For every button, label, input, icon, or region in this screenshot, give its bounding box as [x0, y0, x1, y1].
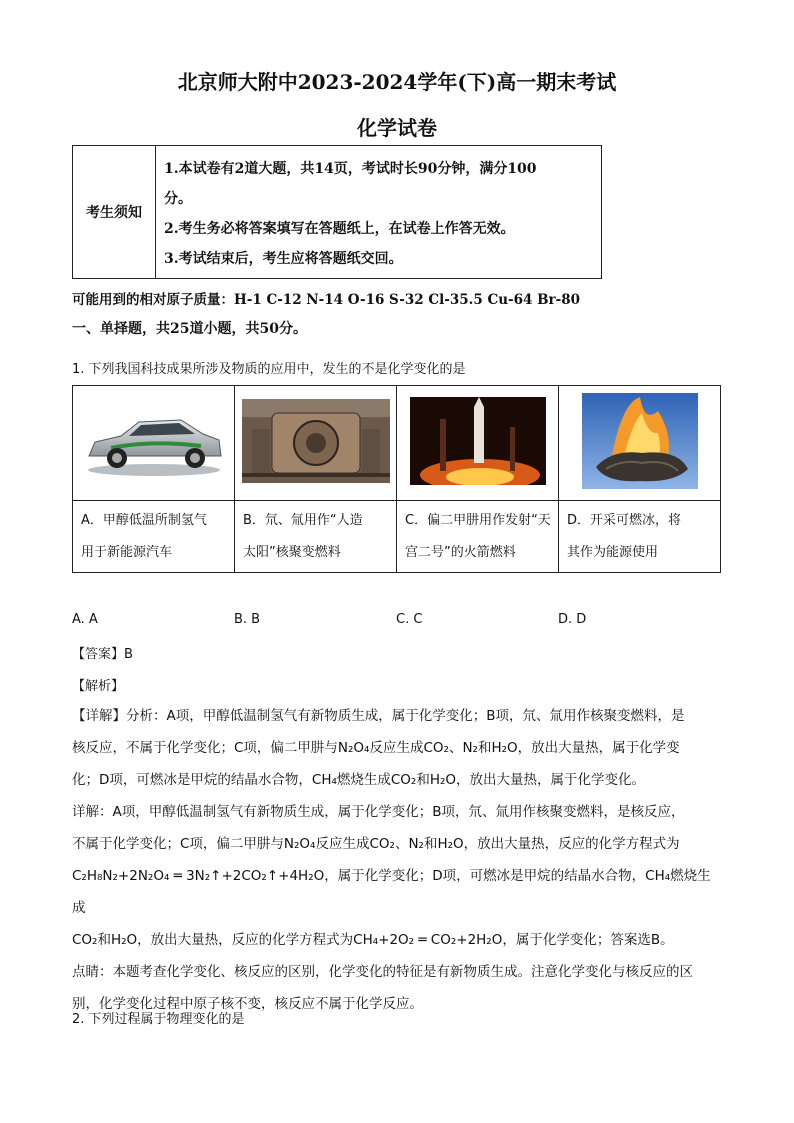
section-heading: 一、单择题，共25道小题，共50分。	[72, 321, 307, 337]
option-a-text	[73, 501, 235, 573]
explanation-line: 核反应，不属于化学变化；C项，偏二甲肼与N₂O₄反应生成CO₂、N₂和H₂O，放出大量热，属于化学变	[72, 740, 680, 756]
option-d-line-1: D．开采可燃冰，将	[567, 513, 682, 528]
notice-line-3: 3.考试结束后，考生应将答题纸交回。	[164, 251, 403, 267]
notice-line-1: 1.本试卷有2道大题，共14页，考试时长90分钟，满分100	[164, 161, 537, 177]
option-b-line-2: 太阳”核聚变燃料	[243, 545, 341, 560]
notice-label: 考生须知	[73, 146, 156, 278]
notice-box	[72, 145, 602, 279]
option-d-line-2: 其作为能源使用	[567, 545, 659, 560]
explanation-line: 详解：A项，甲醇低温制氢气有新物质生成，属于化学变化；B项，氘、氚用作核聚变燃料，是核反应，	[72, 804, 685, 820]
answer-tag: 【答案】B	[72, 647, 133, 662]
option-a-image-cell	[73, 386, 235, 501]
option-a-line-2: 用于新能源汽车	[81, 545, 173, 560]
option-b-line-1: B．氘、氚用作“人造	[243, 513, 363, 528]
explanation-line: 别，化学变化过程中原子核不变，核反应不属于化学反应。	[72, 996, 423, 1012]
question-1-options-table	[72, 385, 721, 573]
choice-d: D. D	[558, 612, 587, 627]
fusion-device-image	[242, 399, 390, 483]
notice-line-1b: 分。	[164, 191, 192, 207]
option-b-text	[235, 501, 397, 573]
choice-b: B. B	[234, 612, 261, 627]
option-d-text	[559, 501, 721, 573]
explanation-block	[72, 700, 722, 1020]
notice-line-2: 2.考生务必将答案填写在答题纸上，在试卷上作答无效。	[164, 221, 515, 237]
option-c-line-1: C．偏二甲肼用作发射“天	[405, 513, 551, 528]
choice-a: A. A	[72, 612, 98, 627]
option-c-line-2: 宫二号”的火箭燃料	[405, 545, 516, 560]
explanation-line: 化；D项，可燃冰是甲烷的结晶水合物，CH₄燃烧生成CO₂和H₂O，放出大量热，属于化学变化。	[72, 772, 646, 788]
choice-c: C. C	[396, 612, 423, 627]
explanation-line: C₂H₈N₂+2N₂O₄ ═ 3N₂↑+2CO₂↑+4H₂O，属于化学变化；D项，可燃冰是甲烷的结晶水合物，CH₄燃烧生成	[72, 868, 711, 916]
explanation-line: CO₂和H₂O，放出大量热，反应的化学方程式为CH₄+2O₂ ═ CO₂+2H₂O，属于化学变化；答案选B。	[72, 932, 674, 948]
burning-ice-image	[582, 393, 698, 489]
explanation-line: 【详解】分析：A项，甲醇低温制氢气有新物质生成，属于化学变化；B项，氘、氚用作核聚变燃料，是	[72, 708, 685, 724]
option-d-image-cell	[559, 386, 721, 501]
option-b-image-cell	[235, 386, 397, 501]
option-a-line-1: A．甲醇低温所制氢气	[81, 513, 207, 528]
answer-choices	[72, 612, 722, 627]
question-2-stem: 2. 下列过程属于物理变化的是	[72, 1012, 245, 1027]
option-c-text	[397, 501, 559, 573]
explanation-line: 不属于化学变化；C项，偏二甲肼与N₂O₄反应生成CO₂、N₂和H₂O，放出大量热，反应的化学方程式为	[72, 836, 680, 852]
exam-subtitle: 化学试卷	[357, 116, 437, 140]
atomic-masses: 可能用到的相对原子质量：H-1 C-12 N-14 O-16 S-32 Cl-35.5 Cu-64 Br-80	[72, 292, 581, 308]
rocket-launch-image	[410, 397, 546, 485]
notice-body	[156, 146, 601, 278]
explanation-line: 点睛：本题考查化学变化、核反应的区别，化学变化的特征是有新物质生成。注意化学变化与核反应的区	[72, 964, 693, 980]
car-image	[81, 400, 227, 482]
exam-title: 北京师大附中2023-2024学年(下)高一期末考试	[177, 70, 617, 94]
question-1-stem: 1. 下列我国科技成果所涉及物质的应用中，发生的不是化学变化的是	[72, 362, 466, 377]
analysis-tag: 【解析】	[72, 679, 125, 694]
option-c-image-cell	[397, 386, 559, 501]
